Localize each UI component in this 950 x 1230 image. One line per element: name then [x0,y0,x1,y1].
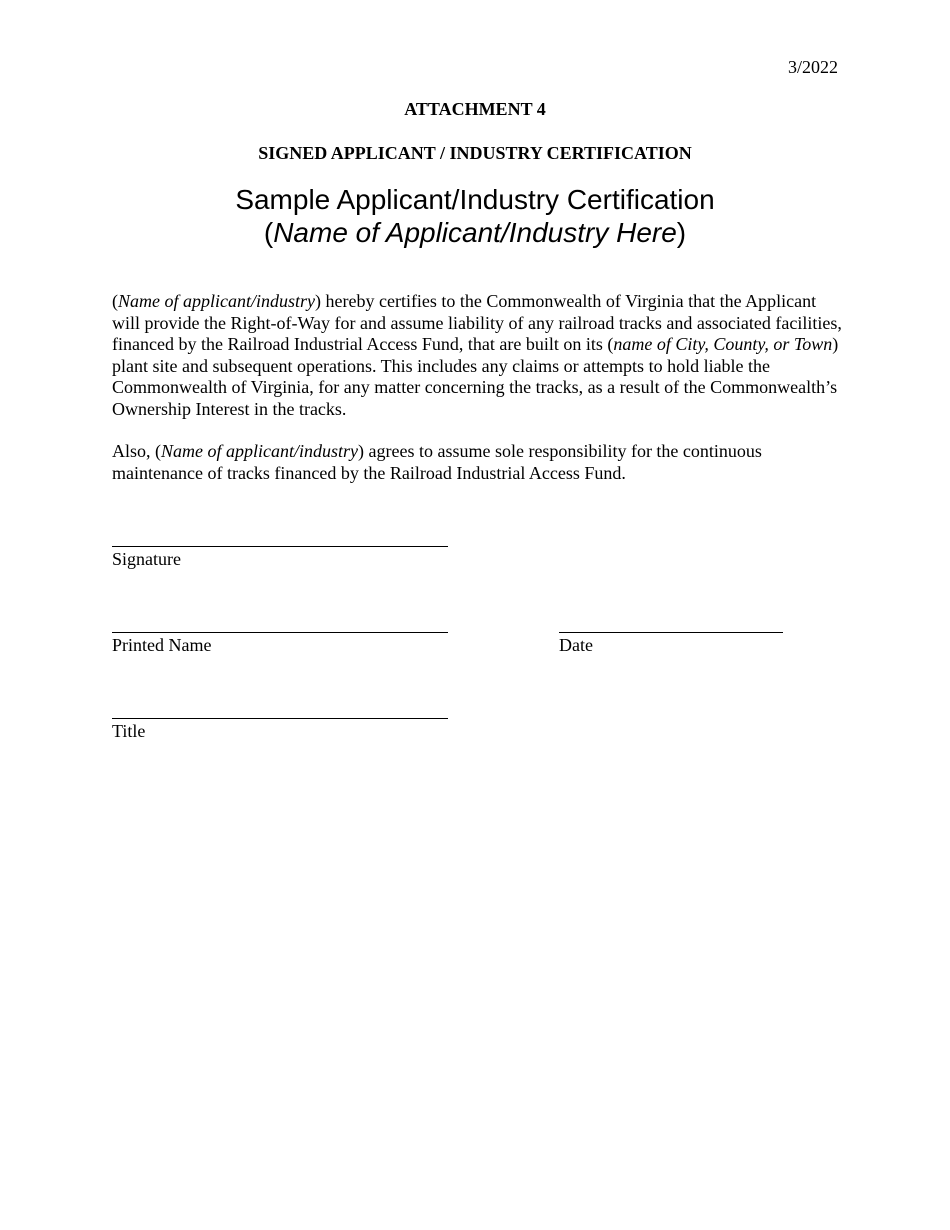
applicant-name-placeholder-title: Name of Applicant/Industry Here [273,217,677,248]
maintenance-paragraph [112,441,842,484]
title-close-paren: ) [676,217,687,248]
applicant-name-placeholder-2: Name of applicant/industry [161,441,358,461]
signature-label: Signature [112,549,181,569]
p1-text-b: ) plant site and subsequent operations. This includes any claims or attempts to hold liable the Commonwealth of Virginia, for any matter concerning the tracks, as a result of the Commonwealth’s Ownership Interest in the tracks. [112,334,839,419]
printed-name-line[interactable] [112,632,448,633]
p2-text-a: Also, ( [112,441,161,461]
printed-name-label: Printed Name [112,635,212,655]
p2-text-b: ) agrees to assume sole responsibility for the continuous maintenance of tracks financed by the Railroad Industrial Access Fund. [112,441,762,483]
sample-title-line2 [0,216,950,249]
title-line[interactable] [112,718,448,719]
date-line[interactable] [559,632,783,633]
p1-text-a: ) hereby certifies to the Commonwealth of Virginia that the Applicant will provide the Right-of-Way for and assume liability of any railroad tracks and associated facilities, financed by the Railroad Industrial Access Fund, that are built on its ( [112,291,842,354]
title-open-paren: ( [263,217,274,248]
applicant-name-placeholder: Name of applicant/industry [118,291,315,311]
signature-line[interactable] [112,546,448,547]
p1-open-paren: ( [112,291,118,311]
certification-heading: SIGNED APPLICANT / INDUSTRY CERTIFICATION [258,143,692,163]
document-date: 3/2022 [787,57,838,77]
sample-title-line1: Sample Applicant/Industry Certification [235,184,715,215]
title-label: Title [112,721,146,741]
certification-paragraph [112,291,842,420]
attachment-heading: ATTACHMENT 4 [404,99,546,119]
sample-title [0,183,950,249]
date-label: Date [559,635,593,655]
location-placeholder: name of City, County, or Town [613,334,833,354]
